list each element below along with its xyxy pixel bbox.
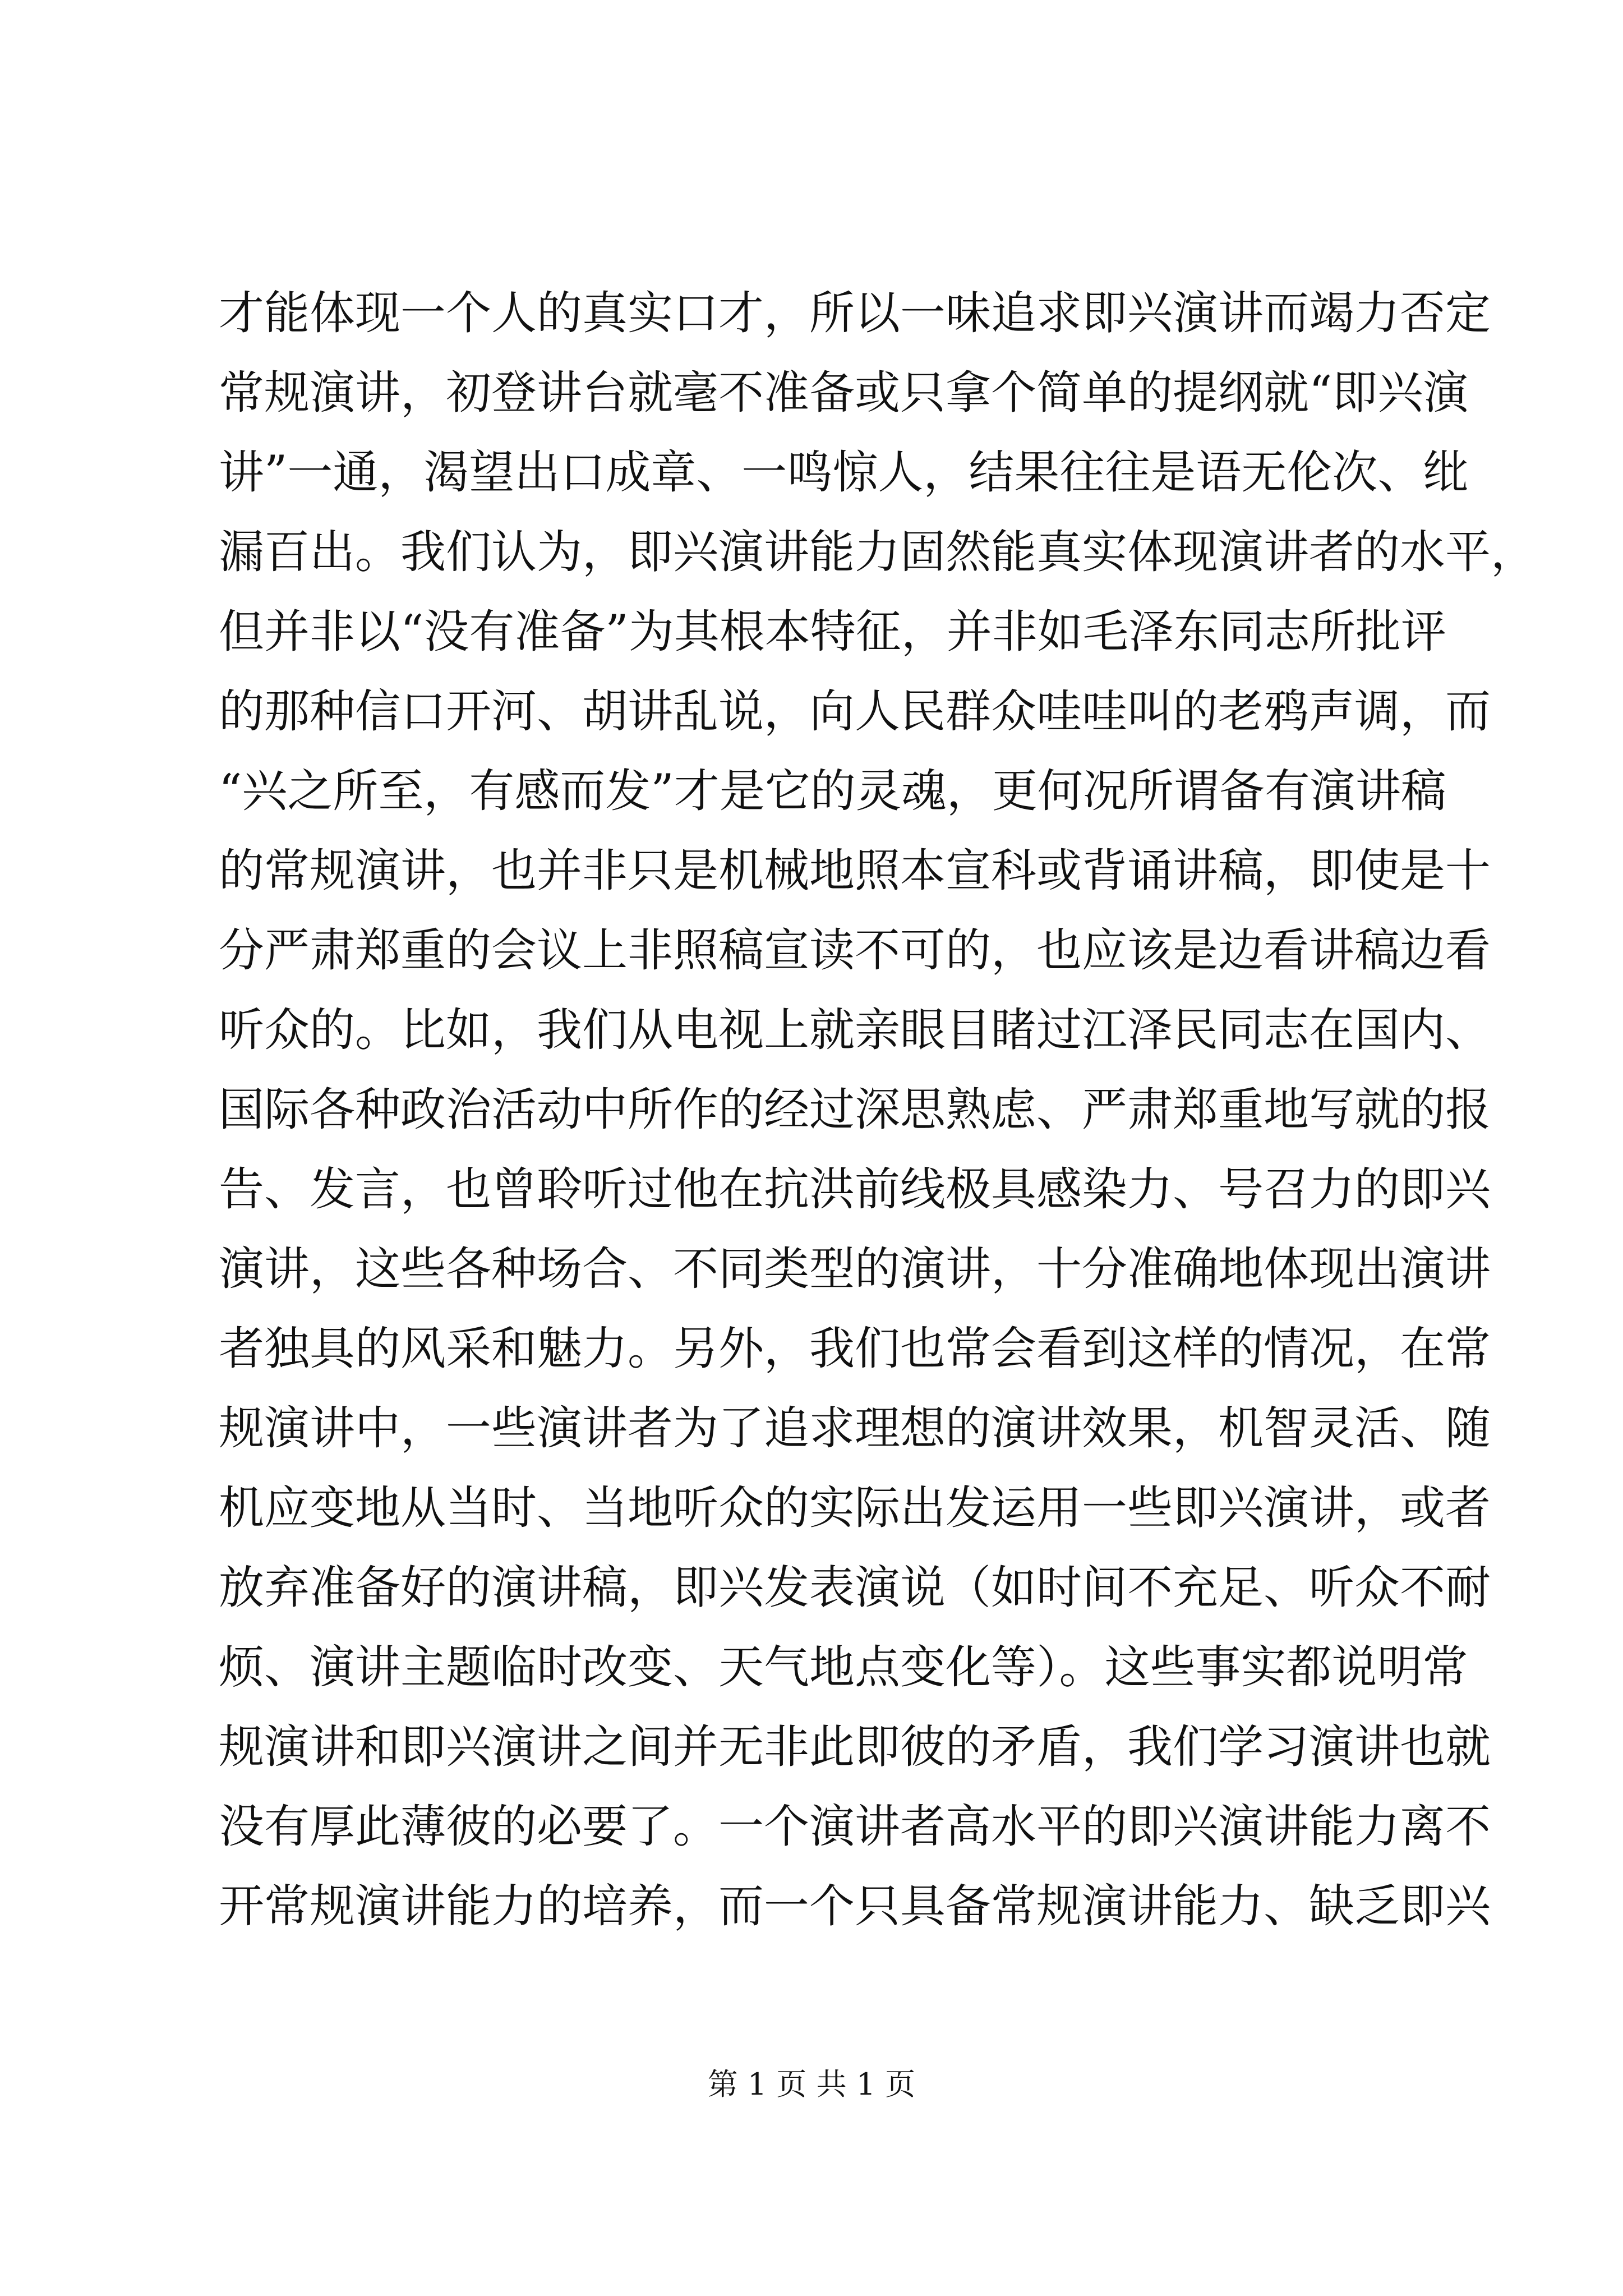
text-line: 者独具的风采和魅力。另外，我们也常会看到这样的情况，在常	[219, 1323, 1491, 1375]
text-line: 才能体现一个人的真实口才，所以一味追求即兴演讲而竭力否定	[219, 287, 1491, 340]
text-line: 讲”一通，渴望出口成章、一鸣惊人，结果往往是语无伦次、纰	[219, 447, 1469, 499]
text-line: 的那种信口开河、胡讲乱说，向人民群众哇哇叫的老鸦声调，而	[219, 685, 1491, 738]
body-paragraph	[219, 274, 1537, 1947]
text-line: 但并非以“没有准备”为其根本特征，并非如毛泽东同志所批评	[219, 606, 1446, 659]
text-line: 常规演讲，初登讲台就毫不准备或只拿个简单的提纲就“即兴演	[219, 367, 1469, 420]
text-line: 没有厚此薄彼的必要了。一个演讲者高水平的即兴演讲能力离不	[219, 1801, 1491, 1853]
page-footer	[0, 2062, 1623, 2107]
text-line: 分严肃郑重的会议上非照稿宣读不可的，也应该是边看讲稿边看	[219, 924, 1491, 977]
text-line: 开常规演讲能力的培养，而一个只具备常规演讲能力、缺乏即兴	[219, 1880, 1491, 1933]
text-line: 听众的。比如，我们从电视上就亲眼目睹过江泽民同志在国内、	[219, 1004, 1491, 1057]
text-line: 烦、演讲主题临时改变、天气地点变化等）。这些事实都说明常	[219, 1641, 1468, 1694]
text-line: 规演讲中，一些演讲者为了追求理想的演讲效果，机智灵活、随	[219, 1402, 1491, 1455]
text-line: 机应变地从当时、当地听众的实际出发运用一些即兴演讲，或者	[219, 1482, 1491, 1535]
text-line: 的常规演讲，也并非只是机械地照本宣科或背诵讲稿，即使是十	[219, 845, 1491, 898]
text-line: 国际各种政治活动中所作的经过深思熟虑、严肃郑重地写就的报	[219, 1084, 1491, 1137]
text-line: 告、发言，也曾聆听过他在抗洪前线极具感染力、号召力的即兴	[219, 1163, 1491, 1216]
text-line: 漏百出。我们认为，即兴演讲能力固然能真实体现演讲者的水平，	[219, 526, 1537, 579]
text-line: 放弃准备好的演讲稿，即兴发表演说（如时间不充足、听众不耐	[219, 1562, 1491, 1614]
text-line: 规演讲和即兴演讲之间并无非此即彼的矛盾，我们学习演讲也就	[219, 1721, 1491, 1774]
page-number-label: 第 1 页 共 1 页	[707, 2067, 916, 2102]
text-line: 演讲，这些各种场合、不同类型的演讲，十分准确地体现出演讲	[219, 1243, 1491, 1296]
text-line: “兴之所至，有感而发”才是它的灵魂，更何况所谓备有演讲稿	[219, 765, 1446, 818]
